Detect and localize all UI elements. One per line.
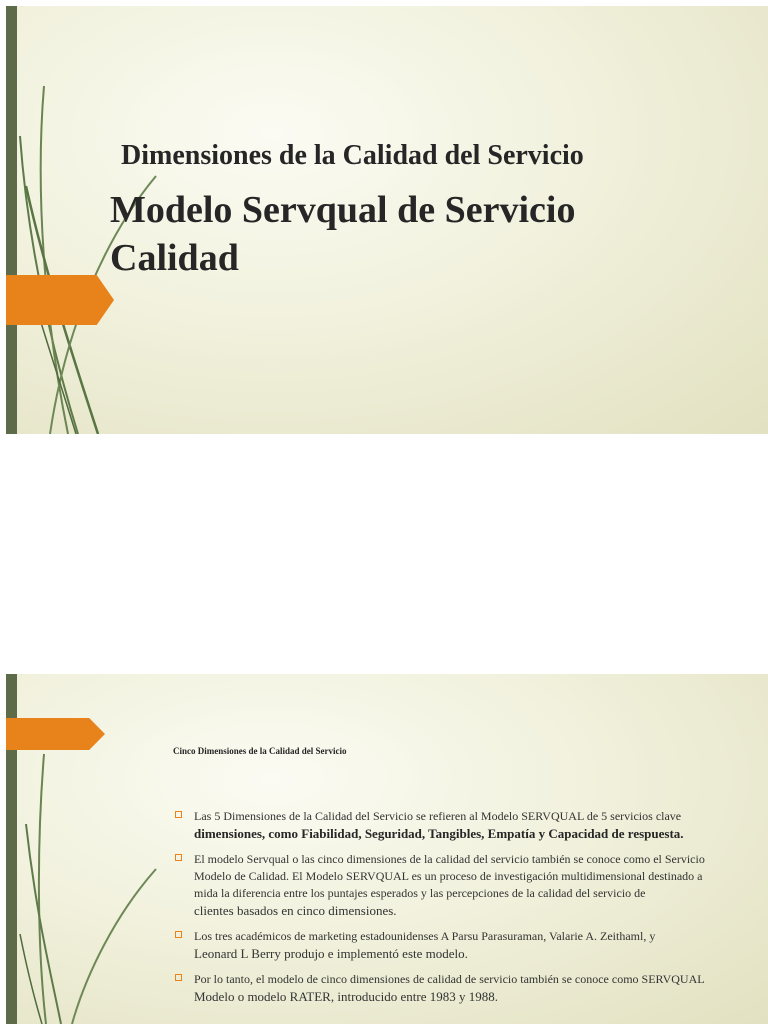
square-bullet-icon xyxy=(175,854,182,861)
bullet-text: Modelo o modelo RATER, introducido entre 1983 y 1988. xyxy=(194,989,499,1004)
bullet-text: Los tres académicos de marketing estadounidenses A Parsu Parasuraman, Valarie A. Zeithaml, y xyxy=(194,929,656,943)
slide-heading: Cinco Dimensiones de la Calidad del Servicio xyxy=(173,746,347,756)
list-item xyxy=(173,851,733,920)
heading-accent-chevron xyxy=(6,718,105,750)
bullet-text: Por lo tanto, el modelo de cinco dimensiones de calidad de servicio también se conoce como SERVQUAL xyxy=(194,972,705,986)
bullet-text: dimensiones, como Fiabilidad, Seguridad, Tangibles, Empatía y Capacidad de respuesta. xyxy=(194,826,684,841)
slide-title xyxy=(110,186,630,282)
list-item xyxy=(173,971,733,1006)
slide-title-line2: Calidad xyxy=(110,237,239,279)
list-item xyxy=(173,808,733,843)
bullet-text: clientes basados en cinco dimensiones. xyxy=(194,903,397,918)
bullet-text: Modelo de Calidad. El Modelo SERVQUAL es un proceso de investigación multidimensional destinado a xyxy=(194,869,703,883)
bullet-list xyxy=(173,808,733,1014)
bullet-text: Leonard L Berry produjo e implementó este modelo. xyxy=(194,946,468,961)
square-bullet-icon xyxy=(175,974,182,981)
square-bullet-icon xyxy=(175,931,182,938)
bullet-text: El modelo Servqual o las cinco dimensiones de la calidad del servicio también se conoce como el Servicio xyxy=(194,852,705,866)
square-bullet-icon xyxy=(175,811,182,818)
slide-title-line1: Modelo Servqual de Servicio xyxy=(110,189,576,231)
list-item xyxy=(173,928,733,963)
title-accent-chevron xyxy=(6,275,114,325)
bullet-text: Las 5 Dimensiones de la Calidad del Servicio se refieren al Modelo SERVQUAL de 5 servicios clave xyxy=(194,809,682,823)
title-slide xyxy=(6,6,768,434)
bullet-text: mida la diferencia entre los puntajes esperados y las percepciones de la calidad del servicio de xyxy=(194,886,646,900)
content-slide xyxy=(6,674,768,1024)
slide-subtitle: Dimensiones de la Calidad del Servicio xyxy=(121,140,584,171)
